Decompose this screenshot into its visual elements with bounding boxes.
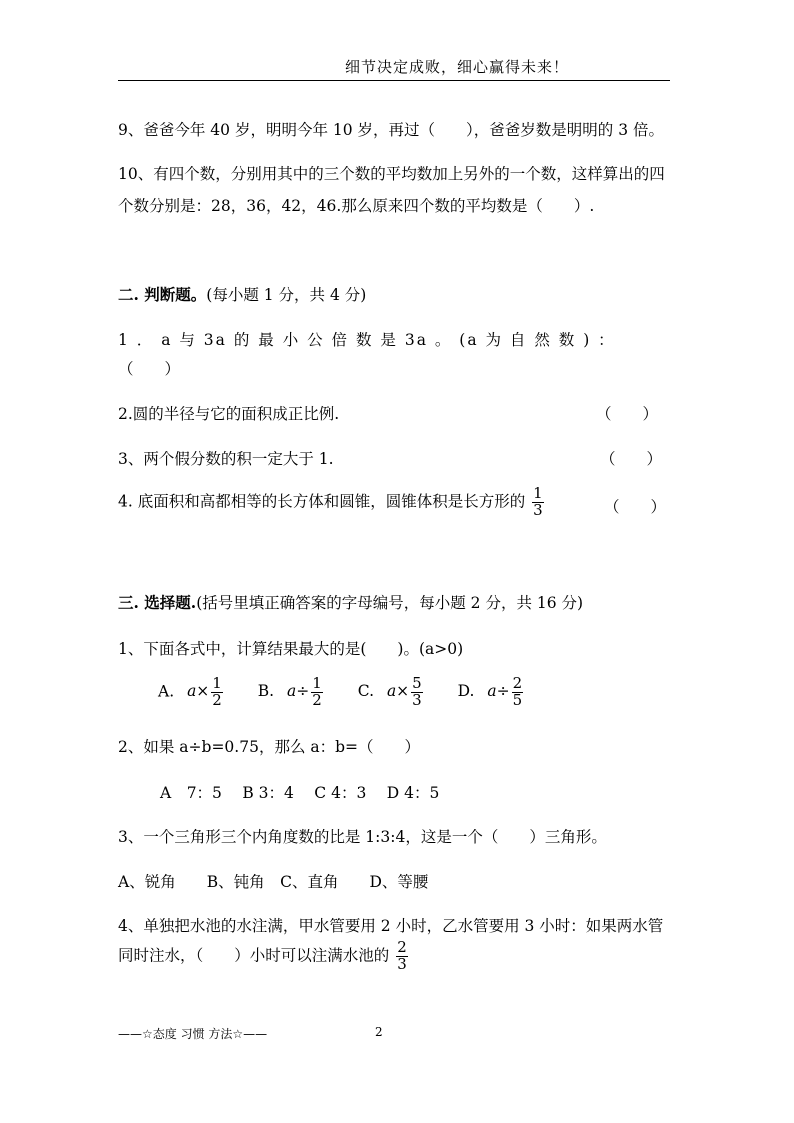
judge-3-answer-paren: （ ） bbox=[600, 450, 663, 468]
question-9: 9、爸爸今年 40 岁，明明今年 10 岁，再过（ ），爸爸岁数是明明的 3 倍。 bbox=[118, 121, 664, 139]
judge-2-answer-paren: （ ） bbox=[596, 405, 659, 423]
fraction-denominator: 3 bbox=[412, 690, 422, 709]
fraction-denominator: 3 bbox=[397, 954, 407, 973]
option-d-label: D. bbox=[457, 682, 475, 701]
fraction-numerator: 1 bbox=[212, 674, 222, 692]
judge-4-answer-paren: （ ） bbox=[604, 498, 667, 516]
header-rule bbox=[118, 80, 670, 81]
page-number: 2 bbox=[375, 1025, 383, 1039]
fraction-denominator: 2 bbox=[212, 690, 222, 709]
fraction-numerator: 2 bbox=[512, 674, 523, 692]
choice-4-line-1: 4、单独把水池的水注满，甲水管要用 2 小时，乙水管要用 3 小时：如果两水管 bbox=[118, 917, 664, 935]
fraction-denominator: 3 bbox=[533, 500, 543, 519]
choice-4-text: 同时注水，（ ）小时可以注满水池的 bbox=[118, 946, 390, 965]
option-d-expr: a÷ bbox=[487, 682, 510, 701]
option-c-fraction bbox=[411, 676, 423, 709]
fraction-numerator: 1 bbox=[533, 484, 543, 502]
section-2-note: (每小题 1 分，共 4 分) bbox=[206, 286, 367, 304]
section-2-title: 二. 判断题。 bbox=[118, 285, 207, 304]
section-2-heading bbox=[118, 283, 366, 305]
section-3-heading bbox=[118, 591, 583, 613]
option-b-fraction bbox=[311, 676, 323, 709]
option-d-fraction bbox=[512, 676, 524, 709]
option-b-expr: a÷ bbox=[287, 682, 310, 701]
question-10-line-2: 个数分别是：28，36，42，46.那么原来四个数的平均数是（ ）. bbox=[118, 197, 595, 215]
judge-2-text: 2.圆的半径与它的面积成正比例. bbox=[118, 405, 340, 423]
judge-3-text: 3、两个假分数的积一定大于 1. bbox=[118, 450, 334, 468]
judge-4-text: 4. 底面积和高都相等的长方体和圆锥，圆锥体积是长方形的 bbox=[118, 492, 526, 511]
choice-2-options: A 7：5 B 3：4 C 4：3 D 4：5 bbox=[160, 784, 440, 802]
choice-3-text: 3、一个三角形三个内角度数的比是 1:3:4，这是一个（ ）三角形。 bbox=[118, 828, 607, 846]
judge-4-fraction bbox=[532, 486, 544, 519]
option-a-expr: a× bbox=[187, 682, 210, 701]
fraction-numerator: 2 bbox=[397, 938, 407, 956]
judge-1-line-1: 1 ． a 与 3a 的 最 小 公 倍 数 是 3a 。 (a 为 自 然 数 ) ： bbox=[118, 331, 616, 349]
option-a-fraction bbox=[211, 676, 223, 709]
option-a-label: A. bbox=[158, 682, 175, 701]
choice-1-options bbox=[158, 676, 525, 709]
fraction-denominator: 5 bbox=[512, 690, 523, 709]
question-10-line-1: 10、有四个数，分别用其中的三个数的平均数加上另外的一个数，这样算出的四 bbox=[118, 165, 665, 183]
fraction-denominator: 2 bbox=[312, 690, 322, 709]
judge-4-line bbox=[118, 486, 546, 519]
choice-4-line-2 bbox=[118, 940, 410, 973]
choice-3-options: A、锐角 B、钝角 C、直角 D、等腰 bbox=[118, 873, 429, 891]
footer-motto: ——☆态度 习惯 方法☆—— bbox=[118, 1027, 268, 1041]
choice-1-text: 1、下面各式中，计算结果最大的是( )。(a>0) bbox=[118, 640, 464, 658]
option-c-expr: a× bbox=[386, 682, 410, 701]
fraction-numerator: 1 bbox=[312, 674, 322, 692]
option-b-label: B. bbox=[257, 682, 275, 701]
page-header: 细节决定成败，细心赢得未来！ bbox=[345, 58, 570, 76]
fraction-numerator: 5 bbox=[412, 674, 422, 692]
option-c-label: C. bbox=[357, 682, 374, 701]
choice-4-fraction bbox=[396, 940, 408, 973]
section-3-title: 三. 选择题. bbox=[118, 593, 197, 612]
choice-2-text: 2、如果 a÷b=0.75，那么 a：b=（ ） bbox=[118, 738, 421, 756]
judge-1-answer-paren: （ ） bbox=[118, 360, 181, 378]
section-3-note: (括号里填正确答案的字母编号，每小题 2 分，共 16 分) bbox=[196, 594, 584, 612]
